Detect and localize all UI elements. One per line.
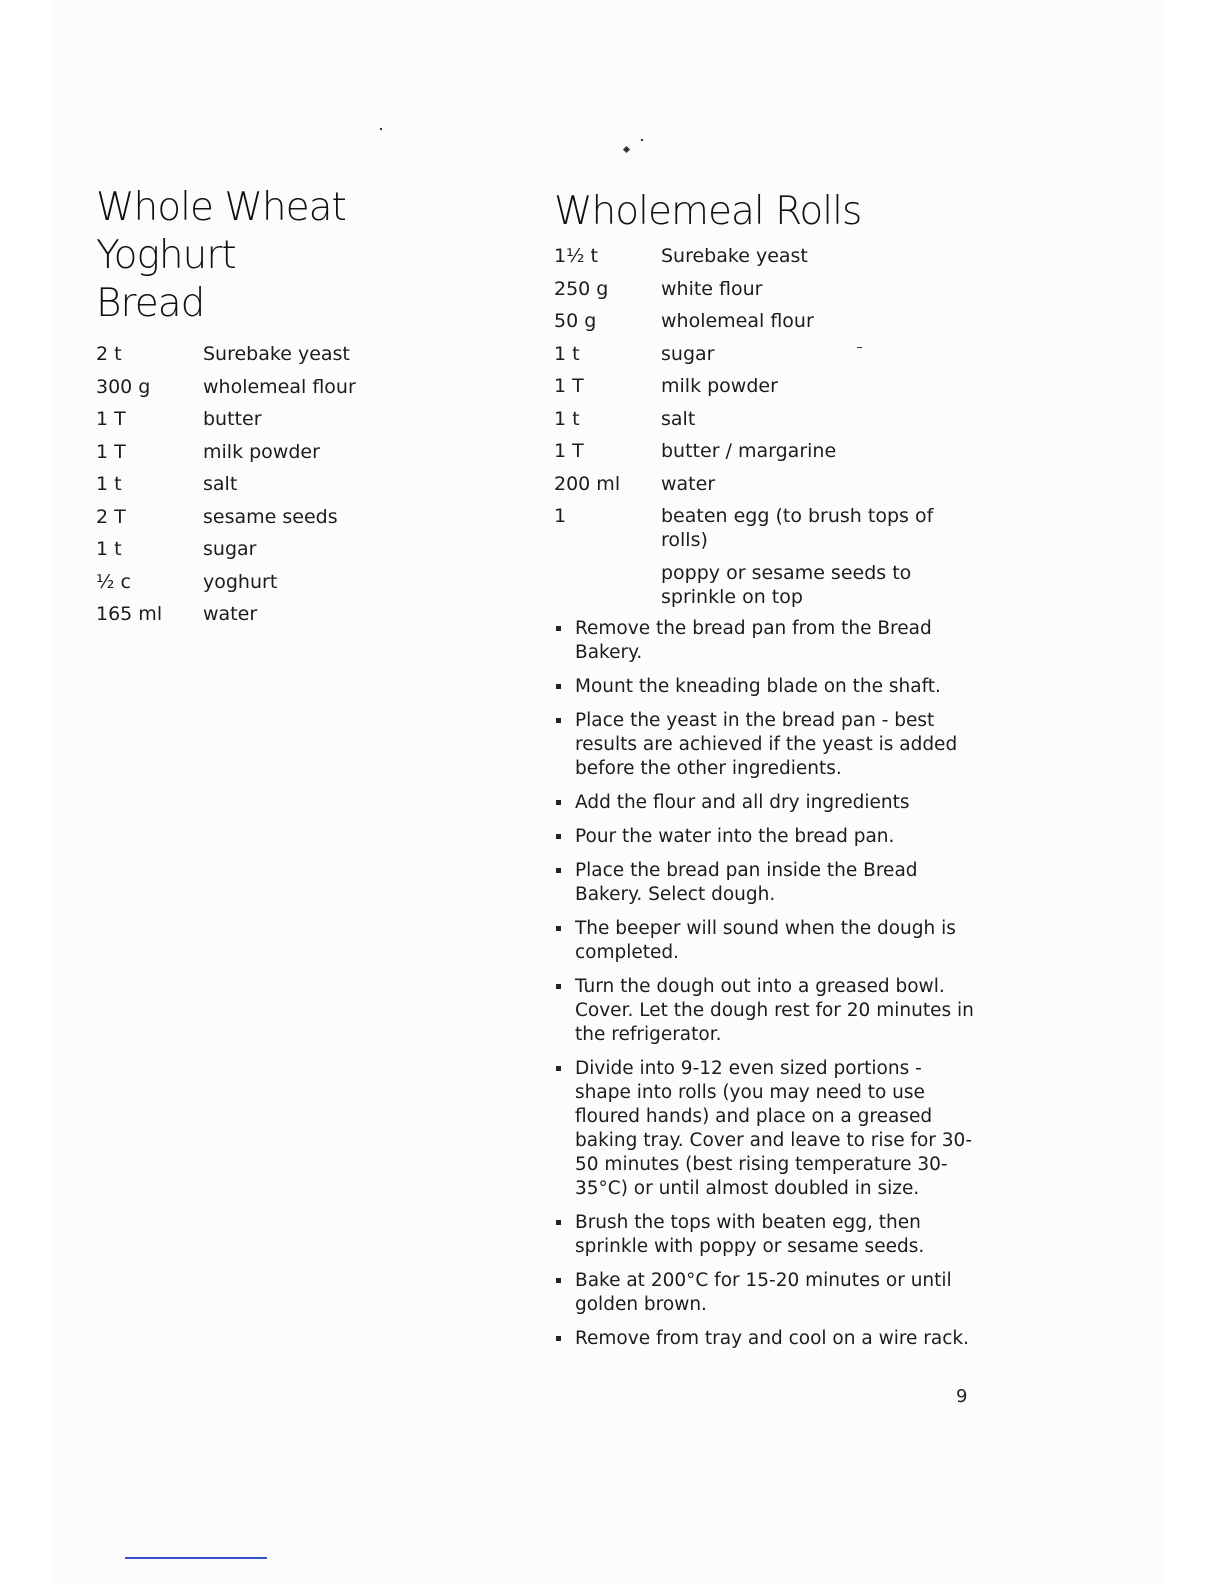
ingredient-quantity: 1½ t xyxy=(554,245,598,267)
square-bullet-icon xyxy=(556,984,561,989)
ingredient-name: Surebake yeast xyxy=(203,343,350,365)
ingredient-name: sesame seeds xyxy=(203,505,338,528)
ingredient-quantity: 1 t xyxy=(554,342,580,365)
scan-speck xyxy=(380,128,382,130)
method-step xyxy=(554,617,974,665)
ingredient-quantity: 300 g xyxy=(96,375,151,398)
square-bullet-icon xyxy=(556,718,561,723)
ingredient-name: salt xyxy=(203,473,238,495)
ingredient-quantity: 1 t xyxy=(96,473,122,495)
step-text: Place the bread pan inside the Bread Bakery. Select dough. xyxy=(575,860,918,905)
ingredient-quantity: 2 T xyxy=(96,505,126,528)
ingredient-quantity: 165 ml xyxy=(96,603,163,625)
method-step xyxy=(554,791,974,815)
ingredient-name: sugar xyxy=(203,538,257,560)
square-bullet-icon xyxy=(556,1278,561,1283)
recipe-title-line-1: Whole Wheat Yoghurt xyxy=(96,185,346,278)
method-step xyxy=(554,917,974,965)
ingredient-name: poppy or sesame seeds to sprinkle on top xyxy=(661,561,912,608)
ingredient-quantity: 2 t xyxy=(96,343,122,365)
method-step xyxy=(554,1269,974,1317)
ingredient-row xyxy=(554,374,974,398)
square-bullet-icon xyxy=(556,1066,561,1071)
method-step xyxy=(554,1057,974,1201)
ingredient-row xyxy=(554,244,974,268)
ingredient-name: water xyxy=(203,603,258,625)
ingredient-row xyxy=(96,472,496,496)
ingredient-row xyxy=(554,277,974,301)
ingredient-name: Surebake yeast xyxy=(661,245,808,267)
ingredient-name: milk powder xyxy=(661,375,778,397)
step-text: Brush the tops with beaten egg, then sprinkle with poppy or sesame seeds. xyxy=(575,1212,925,1257)
recipe-wholemeal-rolls xyxy=(554,188,974,1361)
ingredient-name: wholemeal flour xyxy=(203,375,356,398)
ingredient-row xyxy=(96,602,496,626)
ingredient-quantity: 1 T xyxy=(96,408,126,430)
ingredient-quantity: 1 T xyxy=(96,440,126,463)
ingredient-name: yoghurt xyxy=(203,570,278,593)
page-number: 9 xyxy=(956,1386,968,1407)
ingredient-name: white flour xyxy=(661,277,763,300)
ingredient-name: sugar xyxy=(661,342,715,365)
method-step xyxy=(554,825,974,849)
square-bullet-icon xyxy=(556,626,561,631)
ingredient-list xyxy=(554,244,974,609)
method-step xyxy=(554,975,974,1047)
ingredient-quantity: 50 g xyxy=(554,310,597,332)
ingredient-name: wholemeal flour xyxy=(661,310,814,332)
scan-speck xyxy=(641,139,643,141)
step-text: Turn the dough out into a greased bowl. Cover. Let the dough rest for 20 minutes in the refrigerator. xyxy=(575,976,974,1045)
ingredient-row xyxy=(96,407,496,431)
square-bullet-icon xyxy=(556,834,561,839)
step-text: Divide into 9-12 even sized portions - shape into rolls (you may need to use floured hands) and place on a greased baking tray. Cover and leave to rise for 30-50 minutes (best rising temperature 30-35°C) or until almost doubled in size. xyxy=(575,1058,972,1199)
ingredient-quantity: 250 g xyxy=(554,277,609,300)
ingredient-quantity: 1 T xyxy=(554,375,584,397)
method-step xyxy=(554,1327,974,1351)
ingredient-row xyxy=(96,570,496,594)
scan-artifact-line xyxy=(125,1557,267,1559)
ingredient-quantity: 1 t xyxy=(554,407,580,430)
recipe-title-line-2: Bread xyxy=(96,281,205,326)
ingredient-row xyxy=(96,375,496,399)
recipe-title xyxy=(96,184,496,328)
ingredient-row xyxy=(96,505,496,529)
step-text: Pour the water into the bread pan. xyxy=(575,826,895,847)
step-text: Remove from tray and cool on a wire rack. xyxy=(575,1328,970,1349)
ingredient-row xyxy=(554,407,974,431)
ingredient-name: salt xyxy=(661,407,696,430)
ingredient-row xyxy=(554,309,974,333)
ingredient-quantity: ½ c xyxy=(96,570,131,593)
ingredient-name: butter xyxy=(203,408,262,430)
step-text: Place the yeast in the bread pan - best results are achieved if the yeast is added before the other ingredients. xyxy=(575,710,958,779)
square-bullet-icon xyxy=(556,1220,561,1225)
ingredient-row xyxy=(554,439,974,463)
step-text: Mount the kneading blade on the shaft. xyxy=(575,676,941,697)
step-text: Add the flour and all dry ingredients xyxy=(575,792,910,813)
ingredient-name: milk powder xyxy=(203,440,320,463)
ingredient-quantity xyxy=(554,561,661,609)
ingredient-row xyxy=(554,472,974,496)
ingredient-list xyxy=(96,342,496,626)
recipe-title: Wholemeal Rolls xyxy=(554,189,862,234)
square-bullet-icon xyxy=(556,1336,561,1341)
ingredient-quantity: 1 t xyxy=(96,538,122,560)
ingredient-row xyxy=(554,561,974,609)
square-bullet-icon xyxy=(556,800,561,805)
ingredient-quantity: 1 xyxy=(554,505,567,527)
method-step xyxy=(554,709,974,781)
ingredient-row xyxy=(554,504,974,552)
method-step xyxy=(554,859,974,907)
ingredient-name: beaten egg (to brush tops of rolls) xyxy=(661,505,934,551)
method-step xyxy=(554,675,974,699)
step-text: Remove the bread pan from the Bread Bakery. xyxy=(575,618,932,663)
ingredient-quantity: 200 ml xyxy=(554,472,621,495)
method-steps xyxy=(554,617,974,1351)
step-text: The beeper will sound when the dough is completed. xyxy=(575,918,956,963)
ingredient-name: water xyxy=(661,472,716,495)
square-bullet-icon xyxy=(556,684,561,689)
step-text: Bake at 200°C for 15-20 minutes or until golden brown. xyxy=(575,1270,952,1315)
ingredient-row xyxy=(554,342,974,366)
ingredient-quantity: 1 T xyxy=(554,440,584,462)
ingredient-row xyxy=(96,342,496,366)
ingredient-row xyxy=(96,537,496,561)
method-step xyxy=(554,1211,974,1259)
ingredient-name: butter / margarine xyxy=(661,440,837,462)
square-bullet-icon xyxy=(556,926,561,931)
square-bullet-icon xyxy=(556,868,561,873)
recipe-whole-wheat-yoghurt-bread xyxy=(96,184,496,635)
ingredient-row xyxy=(96,440,496,464)
